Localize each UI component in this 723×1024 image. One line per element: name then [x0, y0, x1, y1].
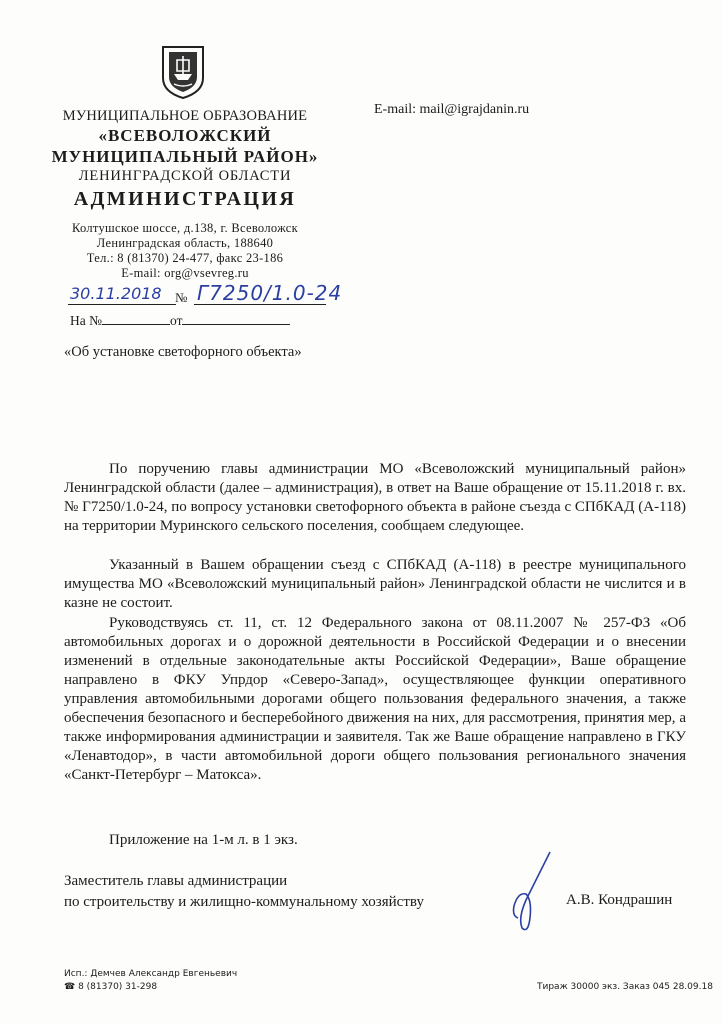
- signatory-title: Заместитель главы администрации: [64, 873, 288, 889]
- in-reply-to-row: [70, 313, 290, 329]
- number-sign: №: [175, 290, 188, 305]
- org-administration-title: АДМИНИСТРАЦИЯ: [73, 188, 297, 210]
- phone-line: Тел.: 8 (81370) 24-477, факс 23-186: [86, 251, 284, 265]
- body-paragraph: Указанный в Вашем обращении съезд с СПбКАД (А-118) в реестре муниципального имущества МО «Всеволожский муниципальный район» Ленинградской области не числится и в казне не состоит.: [64, 557, 686, 611]
- appendix-note: Приложение на 1-м л. в 1 экз.: [109, 832, 298, 848]
- body-paragraph: По поручению главы администрации МО «Всеволожский муниципальный район» Ленинградской области (далее – администрация), в ответ на Ваше обращение от 15.11.2018 г. вх. № Г7250/1.0-24, по вопросу установки светофорного объекта в районе съезда с СПбКАД (А-118) на территории Муринского сельского поселения, сообщаем следующее.: [64, 461, 686, 534]
- org-region-line: ЛЕНИНГРАДСКОЙ ОБЛАСТИ: [78, 168, 292, 184]
- signatory-name: А.В. Кондрашин: [566, 892, 673, 908]
- number-underline: [194, 304, 326, 305]
- address-line: Ленинградская область, 188640: [96, 236, 274, 250]
- sender-email: E-mail: org@vsevreg.ru: [121, 266, 249, 280]
- in-reply-label: На №: [70, 313, 102, 328]
- handwritten-signature: [488, 848, 568, 938]
- org-name-bold-line: МУНИЦИПАЛЬНЫЙ РАЙОН»: [51, 147, 319, 166]
- from-label: от: [170, 313, 183, 328]
- executor-phone: ☎ 8 (81370) 31-298: [64, 982, 158, 992]
- letter-subject: «Об установке светофорного объекта»: [64, 344, 302, 360]
- body-paragraph: Руководствуясь ст. 11, ст. 12 Федерального закона от 08.11.2007 № 257-ФЗ «Об автомобильных дорогах и о дорожной деятельности в Российской Федерации и о внесении изменений в отдельные законодательные акты Российской Федерации», Ваше обращение направлено в ФКУ Упрдор «Северо-Запад», осуществляющее функции оперативного управления автомобильными дорогами общего пользования федерального значения, а также обеспечения безопасного и бесперебойного движения на них, для рассмотрения, принятия мер, а также информирования администрации и заявителя. Так же Ваше обращение направлено в ГКУ «Ленавтодор», в части автомобильной дороги общего пользования регионального значения «Санкт-Петербург – Матокса».: [64, 615, 686, 783]
- date-underline: [68, 304, 176, 305]
- address-line: Колтушское шоссе, д.138, г. Всеволожск: [71, 221, 299, 235]
- recipient-email: E-mail: mail@igrajdanin.ru: [374, 102, 530, 117]
- coat-of-arms-icon: [160, 44, 206, 100]
- print-run-note: Тираж 30000 экз. Заказ 045 28.09.18: [537, 982, 713, 992]
- executor-name: Исп.: Демчев Александр Евгеньевич: [64, 969, 238, 979]
- handwritten-outgoing-number: Г7250/1.0-24: [197, 281, 343, 305]
- org-name-bold-line: «ВСЕВОЛОЖСКИЙ: [98, 126, 272, 145]
- signatory-title: по строительству и жилищно-коммунальному хозяйству: [64, 894, 424, 910]
- org-name-line: МУНИЦИПАЛЬНОЕ ОБРАЗОВАНИЕ: [62, 108, 308, 124]
- handwritten-date: 30.11.2018: [70, 284, 162, 303]
